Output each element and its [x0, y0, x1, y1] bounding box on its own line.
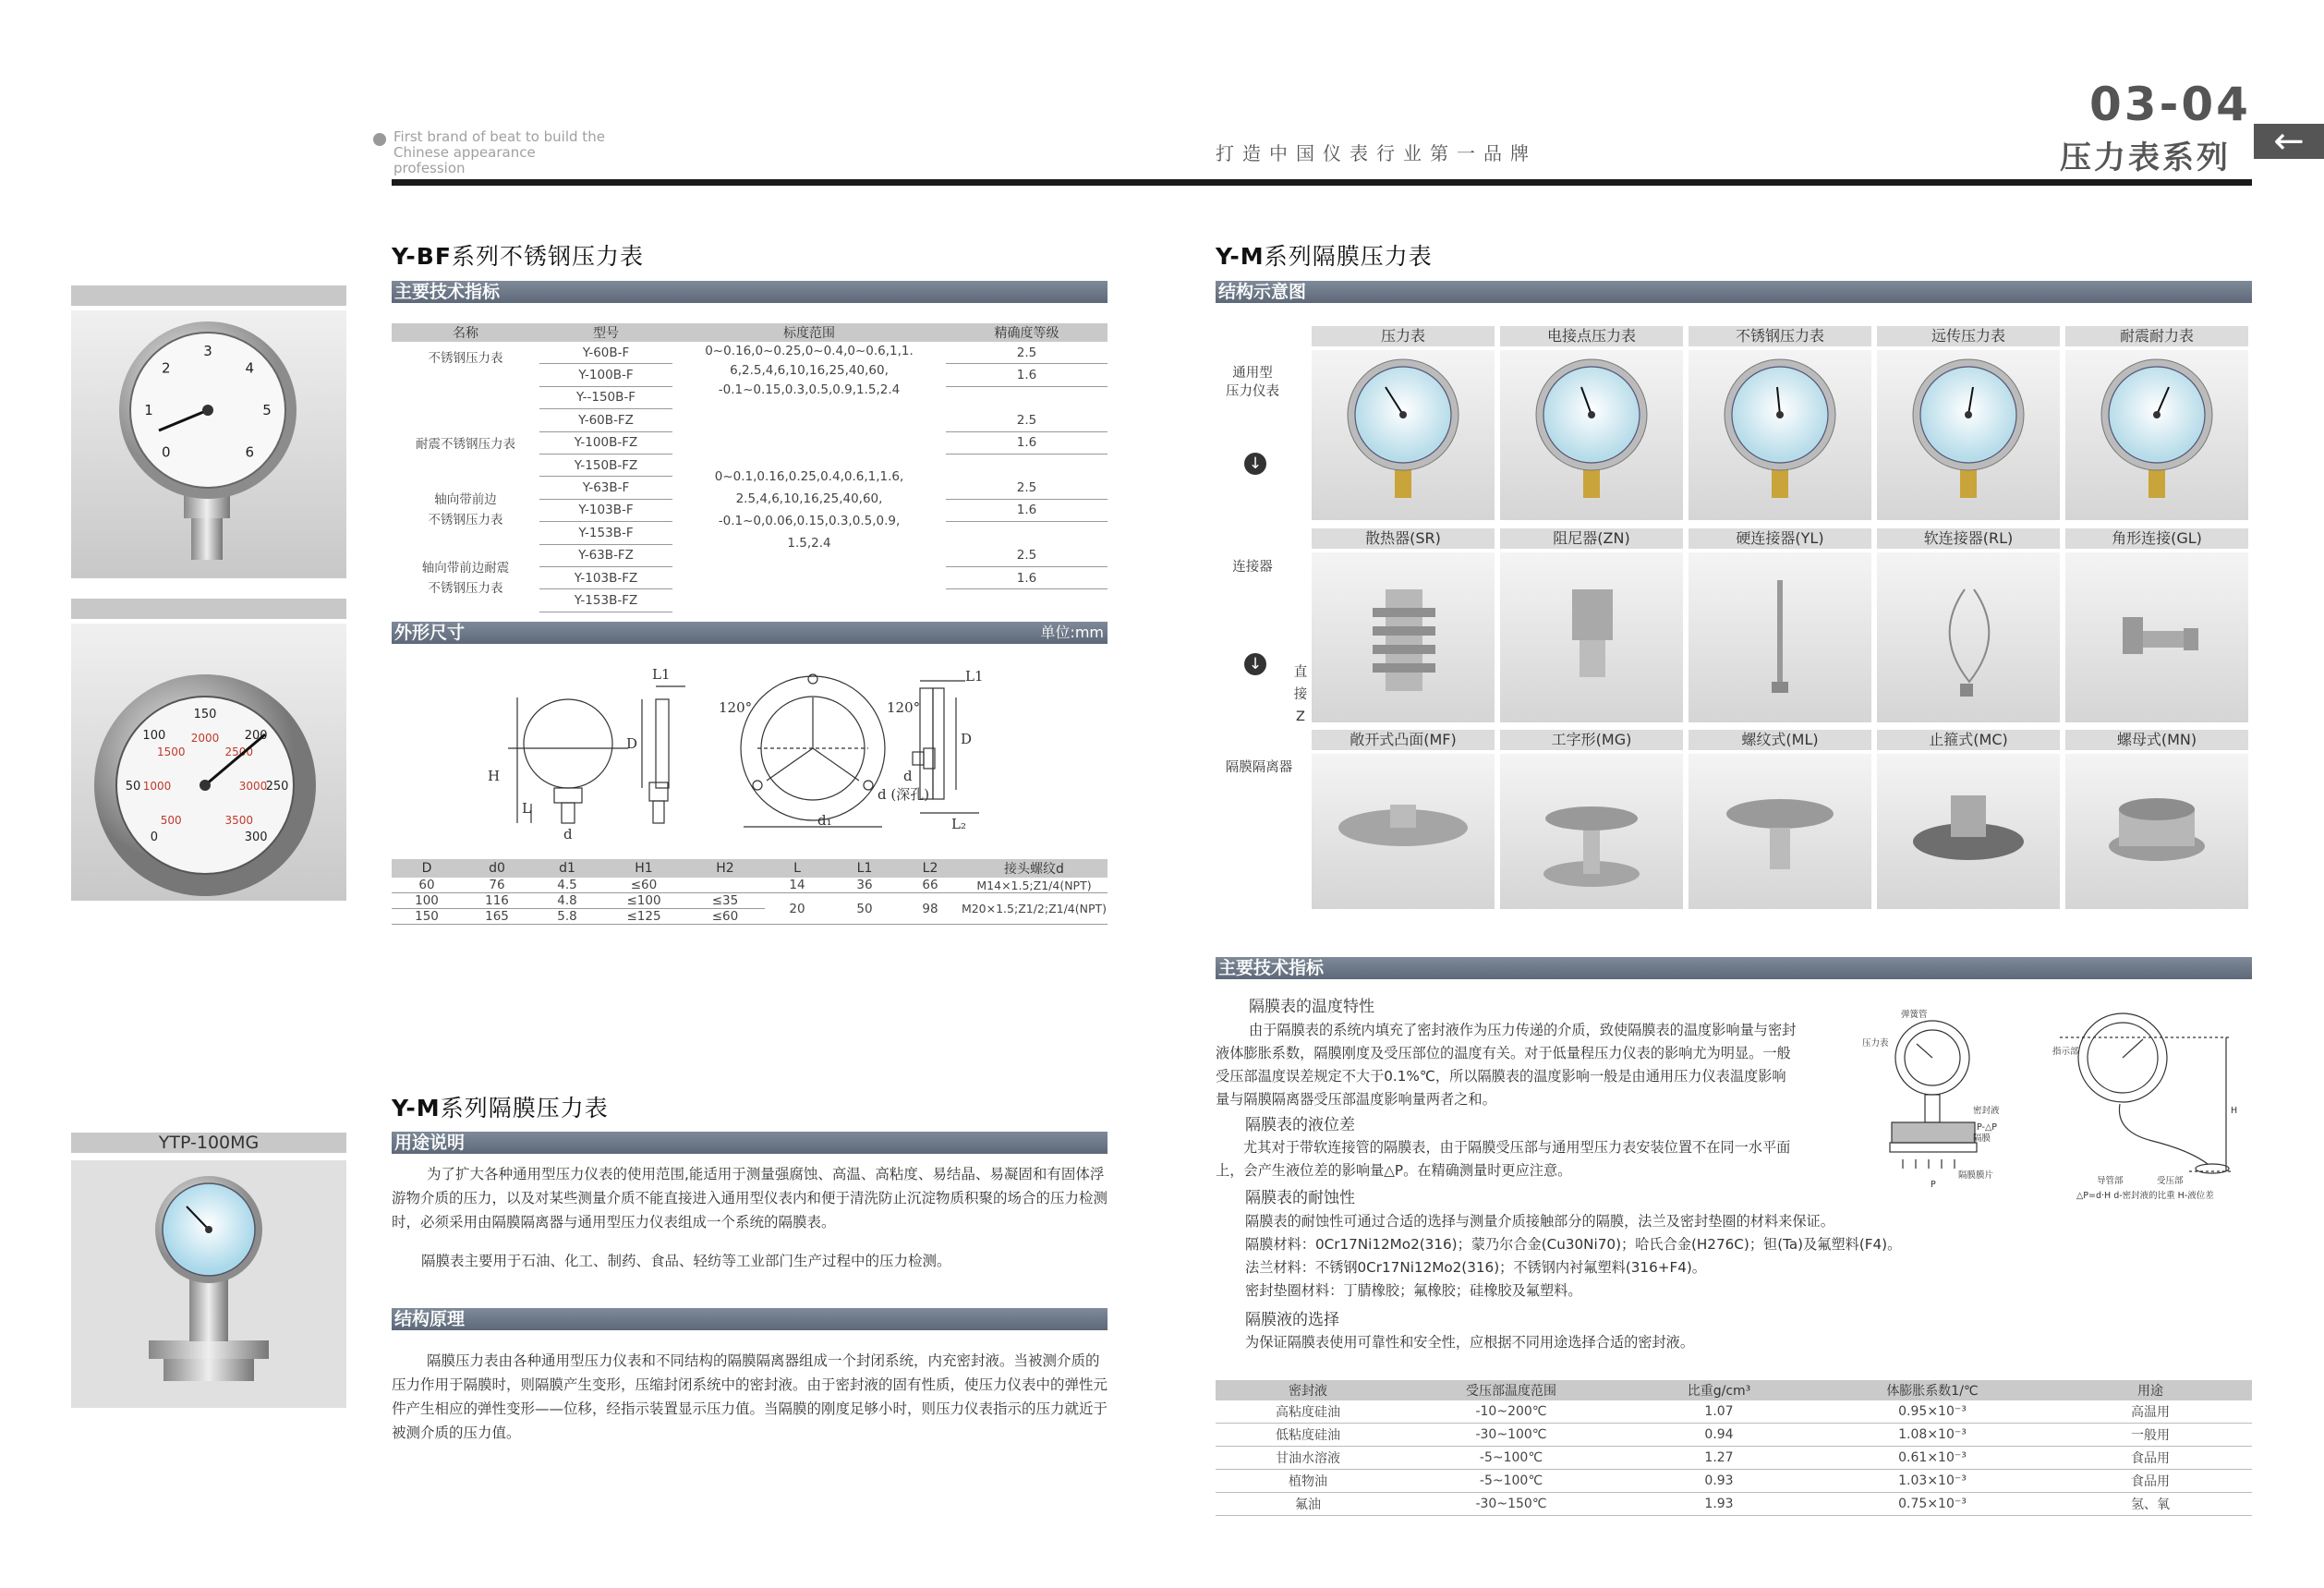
spec-header-grade: 精确度等级	[946, 323, 1108, 342]
dim-table	[392, 859, 1108, 925]
dim-label-h: H	[488, 768, 501, 784]
spec-model: Y-153B-F	[539, 522, 672, 544]
dim-label-d-small: d	[563, 826, 573, 842]
principle-paragraph: 隔膜压力表由各种通用型压力仪表和不同结构的隔膜隔离器组成一个封闭系统，内充密封液。当被测介质的压力作用于隔膜时，则隔膜产生变形，压缩封闭系统中的密封液。由于密封液的固有性质，使压力仪表中的弹性元件产生相应的弹性变形——位移，经指示装置显示压力值。当隔膜的刚度足够小时，则压力仪表指示的压力就近于被测介质的压力值。	[392, 1352, 1108, 1441]
gauge-tick-label: 300	[244, 830, 268, 845]
principle-bar	[392, 1308, 1108, 1330]
liquid-title: 隔膜液的选择	[1245, 1311, 1339, 1329]
spec-name: 耐震不锈钢压力表	[416, 437, 515, 453]
dim-cell: 4.5	[532, 878, 602, 893]
spec-model: Y-63B-F	[539, 477, 672, 499]
spec-model: Y--150B-F	[539, 386, 672, 408]
fluid-cell: -5~100℃	[1400, 1447, 1622, 1470]
fluid-cell: -30~150℃	[1400, 1493, 1622, 1516]
fluid-header: 用途	[2049, 1380, 2252, 1400]
dim-cell: ≤60	[602, 878, 685, 893]
spec-header-range: 标度范围	[672, 323, 946, 342]
spec-grade: 2.5	[946, 544, 1108, 566]
dim-header: L	[765, 859, 829, 878]
spec-header-name: 名称	[392, 323, 539, 342]
dim-label-d-right: D	[961, 731, 973, 747]
usage-bar-label: 用途说明	[394, 1133, 466, 1153]
fluid-header: 受压部温度范围	[1400, 1380, 1622, 1400]
dim-header: d0	[462, 859, 532, 878]
fluid-cell: 氟油	[1216, 1493, 1400, 1516]
dim-cell	[685, 878, 765, 893]
ym-title-left	[392, 1090, 609, 1123]
spec-grade: 1.6	[946, 431, 1108, 454]
dim-cell: 150	[392, 909, 462, 925]
spec-model: Y-60B-F	[539, 342, 672, 364]
struct-item-label: 远传压力表	[1877, 326, 2060, 346]
fluid-cell: 0.61×10⁻³	[1816, 1447, 2049, 1470]
temp-paragraph: 由于隔膜表的系统内填充了密封液作为压力传递的介质，致使隔膜表的温度影响量与密封液体膨胀系数，隔膜刚度及受压部位的温度有关。对于低量程压力仪表的影响尤为明显。一般受压部温度误差规定不大于0.1%℃，所以隔膜表的温度影响一般是由通用压力仪表温度影响量与隔膜隔离器受压部温度影响量两者之和。	[1216, 1022, 1797, 1108]
fluid-row	[1216, 1424, 2252, 1447]
ym-title-right	[1216, 238, 1433, 272]
schem-label-i: 导管部	[2097, 1176, 2124, 1186]
dim-row	[392, 878, 1108, 893]
row1-label	[1216, 364, 1289, 401]
fluid-cell: 0.75×10⁻³	[1816, 1493, 2049, 1516]
fluid-cell: 1.07	[1622, 1400, 1816, 1424]
gauge-1-svg	[71, 310, 346, 578]
gauge-tick-label: 3500	[224, 813, 254, 827]
dim-label-angle1: 120°	[719, 699, 753, 716]
struct-item-image	[1312, 552, 1495, 722]
ym-title-left-prefix: Y-M	[392, 1095, 441, 1121]
dim-cell: M14×1.5;Z1/4(NPT)	[961, 878, 1108, 893]
range-2-line: -0.1~0,0.06,0.15,0.3,0.5,0.9,	[718, 514, 901, 529]
struct-item-image	[1312, 754, 1495, 909]
page-number: 03-04	[2089, 78, 2251, 131]
fluid-table	[1216, 1380, 2252, 1516]
gauge-3-svg	[71, 1160, 346, 1408]
dim-label-angle2: 120°	[887, 699, 921, 716]
spec-name-line: 轴向带前边耐震	[421, 560, 510, 576]
struct-item-label: 耐震耐力表	[2065, 326, 2248, 346]
diaphragm-schematic	[1838, 1002, 2249, 1201]
dim-unit: 单位:mm	[1040, 624, 1104, 641]
level-paragraph: 尤其对于带软连接管的隔膜表，由于隔膜受压部与通用型压力表安装位置不在同一水平面上，会产生液位差的影响量△P。在精确测量时更应注意。	[1216, 1139, 1791, 1179]
spec-model: Y-153B-FZ	[539, 589, 672, 612]
gauge-tick-label: 4	[245, 359, 255, 377]
struct-item-label: 阻尼器(ZN)	[1500, 528, 1683, 549]
gauge-tick-label: 0	[150, 830, 158, 845]
fluid-cell: 甘油水溶液	[1216, 1447, 1400, 1470]
struct-item-label: 螺母式(MN)	[2065, 730, 2248, 750]
gauge-tick-label: 2000	[190, 732, 220, 745]
dim-cell: 60	[392, 878, 462, 893]
dim-label-l1: L1	[652, 666, 671, 683]
gauge-photo-1	[71, 310, 346, 578]
ym-title-left-suffix: 系列隔膜压力表	[440, 1095, 609, 1121]
spec-grade: 1.6	[946, 499, 1108, 521]
fluid-row	[1216, 1470, 2252, 1493]
struct-item-label: 不锈钢压力表	[1689, 326, 1871, 346]
spec-name-line: 不锈钢压力表	[428, 580, 503, 596]
fluid-row	[1216, 1493, 2252, 1516]
dim-cell: M20×1.5;Z1/2;Z1/4(NPT)	[961, 893, 1108, 925]
gauge-tick-label: 5	[262, 402, 272, 418]
spec-bar-label: 主要技术指标	[394, 282, 501, 302]
spec-row	[392, 342, 1108, 364]
fluid-cell: 1.93	[1622, 1493, 1816, 1516]
struct-item-image	[1877, 350, 2060, 520]
gauge-tick-label: 6	[245, 443, 255, 461]
range-2-line: 0~0.1,0.16,0.25,0.4,0.6,1,1.6,	[714, 469, 904, 485]
struct-item-image	[1500, 754, 1683, 909]
dim-row	[392, 893, 1108, 909]
spec-name-line: 轴向带前边	[434, 492, 497, 508]
dim-label-l: L	[522, 800, 531, 817]
dim-cell: ≤100	[602, 893, 685, 909]
usage-paragraph-1: 为了扩大各种通用型压力仪表的使用范围,能适用于测量强腐蚀、高温、高粘度、易结晶、易凝固和有固体浮游物介质的压力，以及对某些测量介质不能直接进入通用型仪表内和便于清洗防止沉淀物质积聚的场合的压力检测时，必须采用由隔膜隔离器与通用型压力仪表组成一个系统的隔膜表。	[392, 1166, 1108, 1230]
dim-header: H2	[685, 859, 765, 878]
spec-model: Y-60B-FZ	[539, 409, 672, 431]
struct-item-image	[1312, 350, 1495, 520]
spec-grade: 2.5	[946, 342, 1108, 364]
fluid-header: 密封液	[1216, 1380, 1400, 1400]
spec-model: Y-103B-FZ	[539, 566, 672, 588]
struct-item-label: 电接点压力表	[1500, 326, 1683, 346]
sidebar-bar-2	[71, 599, 346, 619]
spec-name-multi	[392, 477, 539, 544]
sidebar-bar-1	[71, 285, 346, 306]
schem-label-f: P-△P	[1977, 1122, 1997, 1133]
spec-model: Y-63B-FZ	[539, 544, 672, 566]
struct-item-label: 工字形(MG)	[1500, 730, 1683, 750]
schem-label-g: P	[1931, 1180, 1936, 1190]
header-rule	[392, 179, 2252, 186]
range-1-line: 6,2.5,4,6,10,16,25,40,60,	[730, 363, 889, 378]
corr-line-4: 密封垫圈材料：丁腈橡胶；氟橡胶；硅橡胶及氟塑料。	[1245, 1282, 1582, 1299]
tech-bar-label: 主要技术指标	[1218, 958, 1325, 978]
fluid-cell: 氢、氧	[2049, 1493, 2252, 1516]
struct-item-label: 螺纹式(ML)	[1689, 730, 1871, 750]
temp-title: 隔膜表的温度特性	[1249, 998, 1374, 1016]
dim-cell: 50	[829, 893, 900, 925]
spec-grade: 1.6	[946, 364, 1108, 386]
slogan-en-2: Chinese appearance	[393, 144, 536, 161]
fluid-cell: -5~100℃	[1400, 1470, 1622, 1493]
schem-label-h: 指示部	[2052, 1047, 2079, 1057]
fluid-cell: 食品用	[2049, 1470, 2252, 1493]
struct-item-image	[1500, 350, 1683, 520]
ybf-title-suffix: 系列不锈钢压力表	[451, 243, 644, 270]
spec-name-line: 不锈钢压力表	[428, 513, 503, 528]
gauge-tick-label: 2	[161, 359, 171, 377]
gauge-tick-label: 3	[203, 343, 212, 359]
gauge-tick-label: 1000	[142, 780, 172, 793]
dim-header: 接头螺纹d	[961, 859, 1108, 878]
dim-header-row	[392, 859, 1108, 878]
dim-label-l2: L₂	[951, 816, 966, 832]
gauge-2-svg	[71, 624, 346, 901]
gauge-tick-label: 50	[125, 780, 141, 794]
dim-cell: ≤125	[602, 909, 685, 925]
struct-item-label: 软连接器(RL)	[1877, 528, 2060, 549]
usage-paragraph-2: 隔膜表主要用于石油、化工、制药、食品、轻纺等工业部门生产过程中的压力检测。	[421, 1253, 951, 1269]
dim-label-l2-top: L1	[965, 668, 984, 685]
schem-label-c: 密封液	[1973, 1106, 2000, 1116]
dim-label-deep-hole: d (深孔)	[878, 786, 930, 803]
spec-header-model: 型号	[539, 323, 672, 342]
row2-side-char: 直	[1293, 665, 1308, 680]
gauge-3-label: YTP-100MG	[158, 1133, 260, 1153]
fluid-cell: 1.08×10⁻³	[1816, 1424, 2049, 1447]
schem-label-j: 受压部	[2157, 1176, 2184, 1186]
fluid-cell: 高温用	[2049, 1400, 2252, 1424]
usage-bar	[392, 1132, 1108, 1154]
ybf-title-prefix: Y-BF	[392, 243, 452, 270]
struct-item-image	[1500, 552, 1683, 722]
range-2-line: 2.5,4,6,10,16,25,40,60,	[735, 491, 883, 507]
fluid-cell: 0.94	[1622, 1424, 1816, 1447]
gauge-tick-label: 1	[144, 402, 153, 418]
corr-title: 隔膜表的耐蚀性	[1245, 1189, 1355, 1207]
spec-name: 不锈钢压力表	[428, 351, 503, 366]
slogan-en-3: profession	[393, 160, 466, 176]
ym-title-right-prefix: Y-M	[1216, 243, 1265, 270]
spec-model: Y-100B-FZ	[539, 431, 672, 454]
struct-item-label: 散热器(SR)	[1312, 528, 1495, 549]
back-arrow-icon[interactable]: ←	[2254, 124, 2324, 159]
spec-grade: 2.5	[946, 477, 1108, 499]
fluid-header-row	[1216, 1380, 2252, 1400]
fluid-header: 体膨胀系数1/℃	[1816, 1380, 2049, 1400]
gauge-photo-2	[71, 624, 346, 901]
spec-model: Y-150B-FZ	[539, 454, 672, 476]
ym-title-right-suffix: 系列隔膜压力表	[1264, 243, 1433, 270]
range-1-line: 0~0.16,0~0.25,0~0.4,0~0.6,1,1.	[705, 344, 914, 358]
struct-item-image	[1877, 754, 2060, 909]
fluid-cell: 1.27	[1622, 1447, 1816, 1470]
struct-item-label: 敞开式凸面(MF)	[1312, 730, 1495, 750]
principle-bar-label: 结构原理	[394, 1309, 466, 1329]
corr-line-1: 隔膜表的耐蚀性可通过合适的选择与测量介质接触部分的隔膜，法兰及密封垫圈的材料来保证。	[1245, 1213, 1834, 1230]
row1-label-line: 通用型	[1232, 366, 1273, 381]
struct-item-label: 角形连接(GL)	[2065, 528, 2248, 549]
fluid-cell: -10~200℃	[1400, 1400, 1622, 1424]
fluid-cell: 食品用	[2049, 1447, 2252, 1470]
row2-side-char: 接	[1293, 687, 1308, 702]
range-2-line: 1.5,2.4	[787, 536, 831, 552]
spec-name-multi	[392, 544, 539, 612]
spec-bar	[392, 281, 1108, 303]
slogan-en-1: First brand of beat to build the	[393, 128, 605, 145]
struct-bar	[1216, 281, 2252, 303]
gauge-tick-label: 250	[265, 780, 289, 794]
fluid-row	[1216, 1400, 2252, 1424]
spec-table	[392, 323, 1108, 612]
struct-item-image	[2065, 754, 2248, 909]
ybf-title	[392, 238, 644, 272]
gauge-tick-label: 100	[142, 728, 166, 743]
fluid-cell: 0.95×10⁻³	[1816, 1400, 2049, 1424]
dim-header: H1	[602, 859, 685, 878]
sidebar-bar-3	[71, 1133, 346, 1153]
gauge-tick-label: 2500	[224, 746, 254, 759]
schem-label-a: 弹簧管	[1901, 1010, 1928, 1020]
struct-item-image	[1877, 552, 2060, 722]
struct-item-image	[1689, 552, 1871, 722]
dim-header: L2	[900, 859, 961, 878]
liquid-paragraph: 为保证隔膜表使用可靠性和安全性，应根据不同用途选择合适的密封液。	[1245, 1334, 1694, 1351]
fluid-row	[1216, 1447, 2252, 1470]
dim-cell: 100	[392, 893, 462, 909]
struct-item-label: 硬连接器(YL)	[1689, 528, 1871, 549]
gauge-tick-label: 500	[160, 813, 182, 827]
spec-grade: 2.5	[946, 409, 1108, 431]
dim-cell: 116	[462, 893, 532, 909]
range-1-line: -0.1~0.15,0.3,0.5,0.9,1.5,2.4	[718, 382, 901, 397]
dim-cell: ≤60	[685, 909, 765, 925]
dim-header: D	[392, 859, 462, 878]
schem-label-b: 压力表	[1862, 1038, 1889, 1049]
struct-item-label: 止箍式(MC)	[1877, 730, 2060, 750]
spec-range-1	[672, 342, 946, 409]
dim-bar-label: 外形尺寸	[394, 623, 466, 643]
dimension-drawing	[480, 661, 1044, 845]
fluid-cell: -30~100℃	[1400, 1424, 1622, 1447]
fluid-cell: 植物油	[1216, 1470, 1400, 1493]
dim-cell: 36	[829, 878, 900, 893]
struct-bar-label: 结构示意图	[1218, 282, 1307, 302]
tech-bar	[1216, 957, 2252, 979]
gauge-tick-label: 3000	[238, 780, 268, 793]
fluid-cell: 0.93	[1622, 1470, 1816, 1493]
header-bullet-icon	[373, 133, 386, 146]
series-title: 压力表系列	[2060, 139, 2231, 176]
struct-item-image	[1689, 350, 1871, 520]
dim-cell: 66	[900, 878, 961, 893]
spec-grade: 1.6	[946, 566, 1108, 588]
spec-model: Y-100B-F	[539, 364, 672, 386]
dim-label-d1: d₁	[817, 812, 832, 829]
fluid-header: 比重g/cm³	[1622, 1380, 1816, 1400]
dim-cell: 14	[765, 878, 829, 893]
dim-cell: 165	[462, 909, 532, 925]
down-arrow-icon-1: ↓	[1244, 453, 1266, 475]
row2-side	[1289, 661, 1312, 728]
corr-line-3: 法兰材料：不锈钢0Cr17Ni12Mo2(316)；不锈钢内衬氟塑料(316+F4)。	[1245, 1259, 1706, 1276]
struct-item-image	[2065, 350, 2248, 520]
row2-side-char: Z	[1296, 709, 1305, 724]
dim-cell: 4.8	[532, 893, 602, 909]
gauge-tick-label: 200	[244, 728, 268, 743]
corr-line-2: 隔膜材料：0Cr17Ni12Mo2(316)；蒙乃尔合金(Cu30Ni70)；哈氏合金(H276C)；钽(Ta)及氟塑料(F4)。	[1245, 1236, 1902, 1253]
down-arrow-icon-2: ↓	[1244, 653, 1266, 675]
dim-label-hole: d	[903, 768, 913, 784]
dim-header: L1	[829, 859, 900, 878]
fluid-cell: 一般用	[2049, 1424, 2252, 1447]
dim-cell: ≤35	[685, 893, 765, 909]
gauge-photo-3	[71, 1160, 346, 1408]
struct-item-image	[2065, 552, 2248, 722]
schem-formula: △P=d·H d-密封液的比重 H-液位差	[2076, 1191, 2214, 1201]
dim-label-d: D	[626, 735, 638, 752]
gauge-tick-label: 150	[193, 708, 217, 721]
spec-row	[392, 409, 1108, 431]
row1-label-line: 压力仪表	[1226, 384, 1279, 399]
schem-label-d: 隔膜	[1973, 1133, 1991, 1144]
fluid-cell: 1.03×10⁻³	[1816, 1470, 2049, 1493]
dim-cell: 5.8	[532, 909, 602, 925]
dim-cell: 98	[900, 893, 961, 925]
dim-header: d1	[532, 859, 602, 878]
dim-bar	[392, 622, 1108, 644]
row2-label: 连接器	[1232, 560, 1273, 575]
dim-cell: 20	[765, 893, 829, 925]
level-title: 隔膜表的液位差	[1245, 1116, 1355, 1134]
fluid-cell: 高粘度硅油	[1216, 1400, 1400, 1424]
schem-label-e: 隔膜膜片	[1958, 1170, 1994, 1181]
gauge-tick-label: 0	[161, 443, 171, 461]
schem-label-k: H	[2231, 1106, 2238, 1116]
spec-model: Y-103B-F	[539, 499, 672, 521]
struct-item-image	[1689, 754, 1871, 909]
struct-item-label: 压力表	[1312, 326, 1495, 346]
fluid-cell: 低粘度硅油	[1216, 1424, 1400, 1447]
spec-range-2	[672, 409, 946, 612]
row3-label: 隔膜隔离器	[1225, 760, 1293, 775]
spec-header-row	[392, 323, 1108, 342]
gauge-tick-label: 1500	[156, 746, 186, 759]
slogan-cn: 打造中国仪表行业第一品牌	[1216, 142, 1537, 164]
dim-cell: 76	[462, 878, 532, 893]
